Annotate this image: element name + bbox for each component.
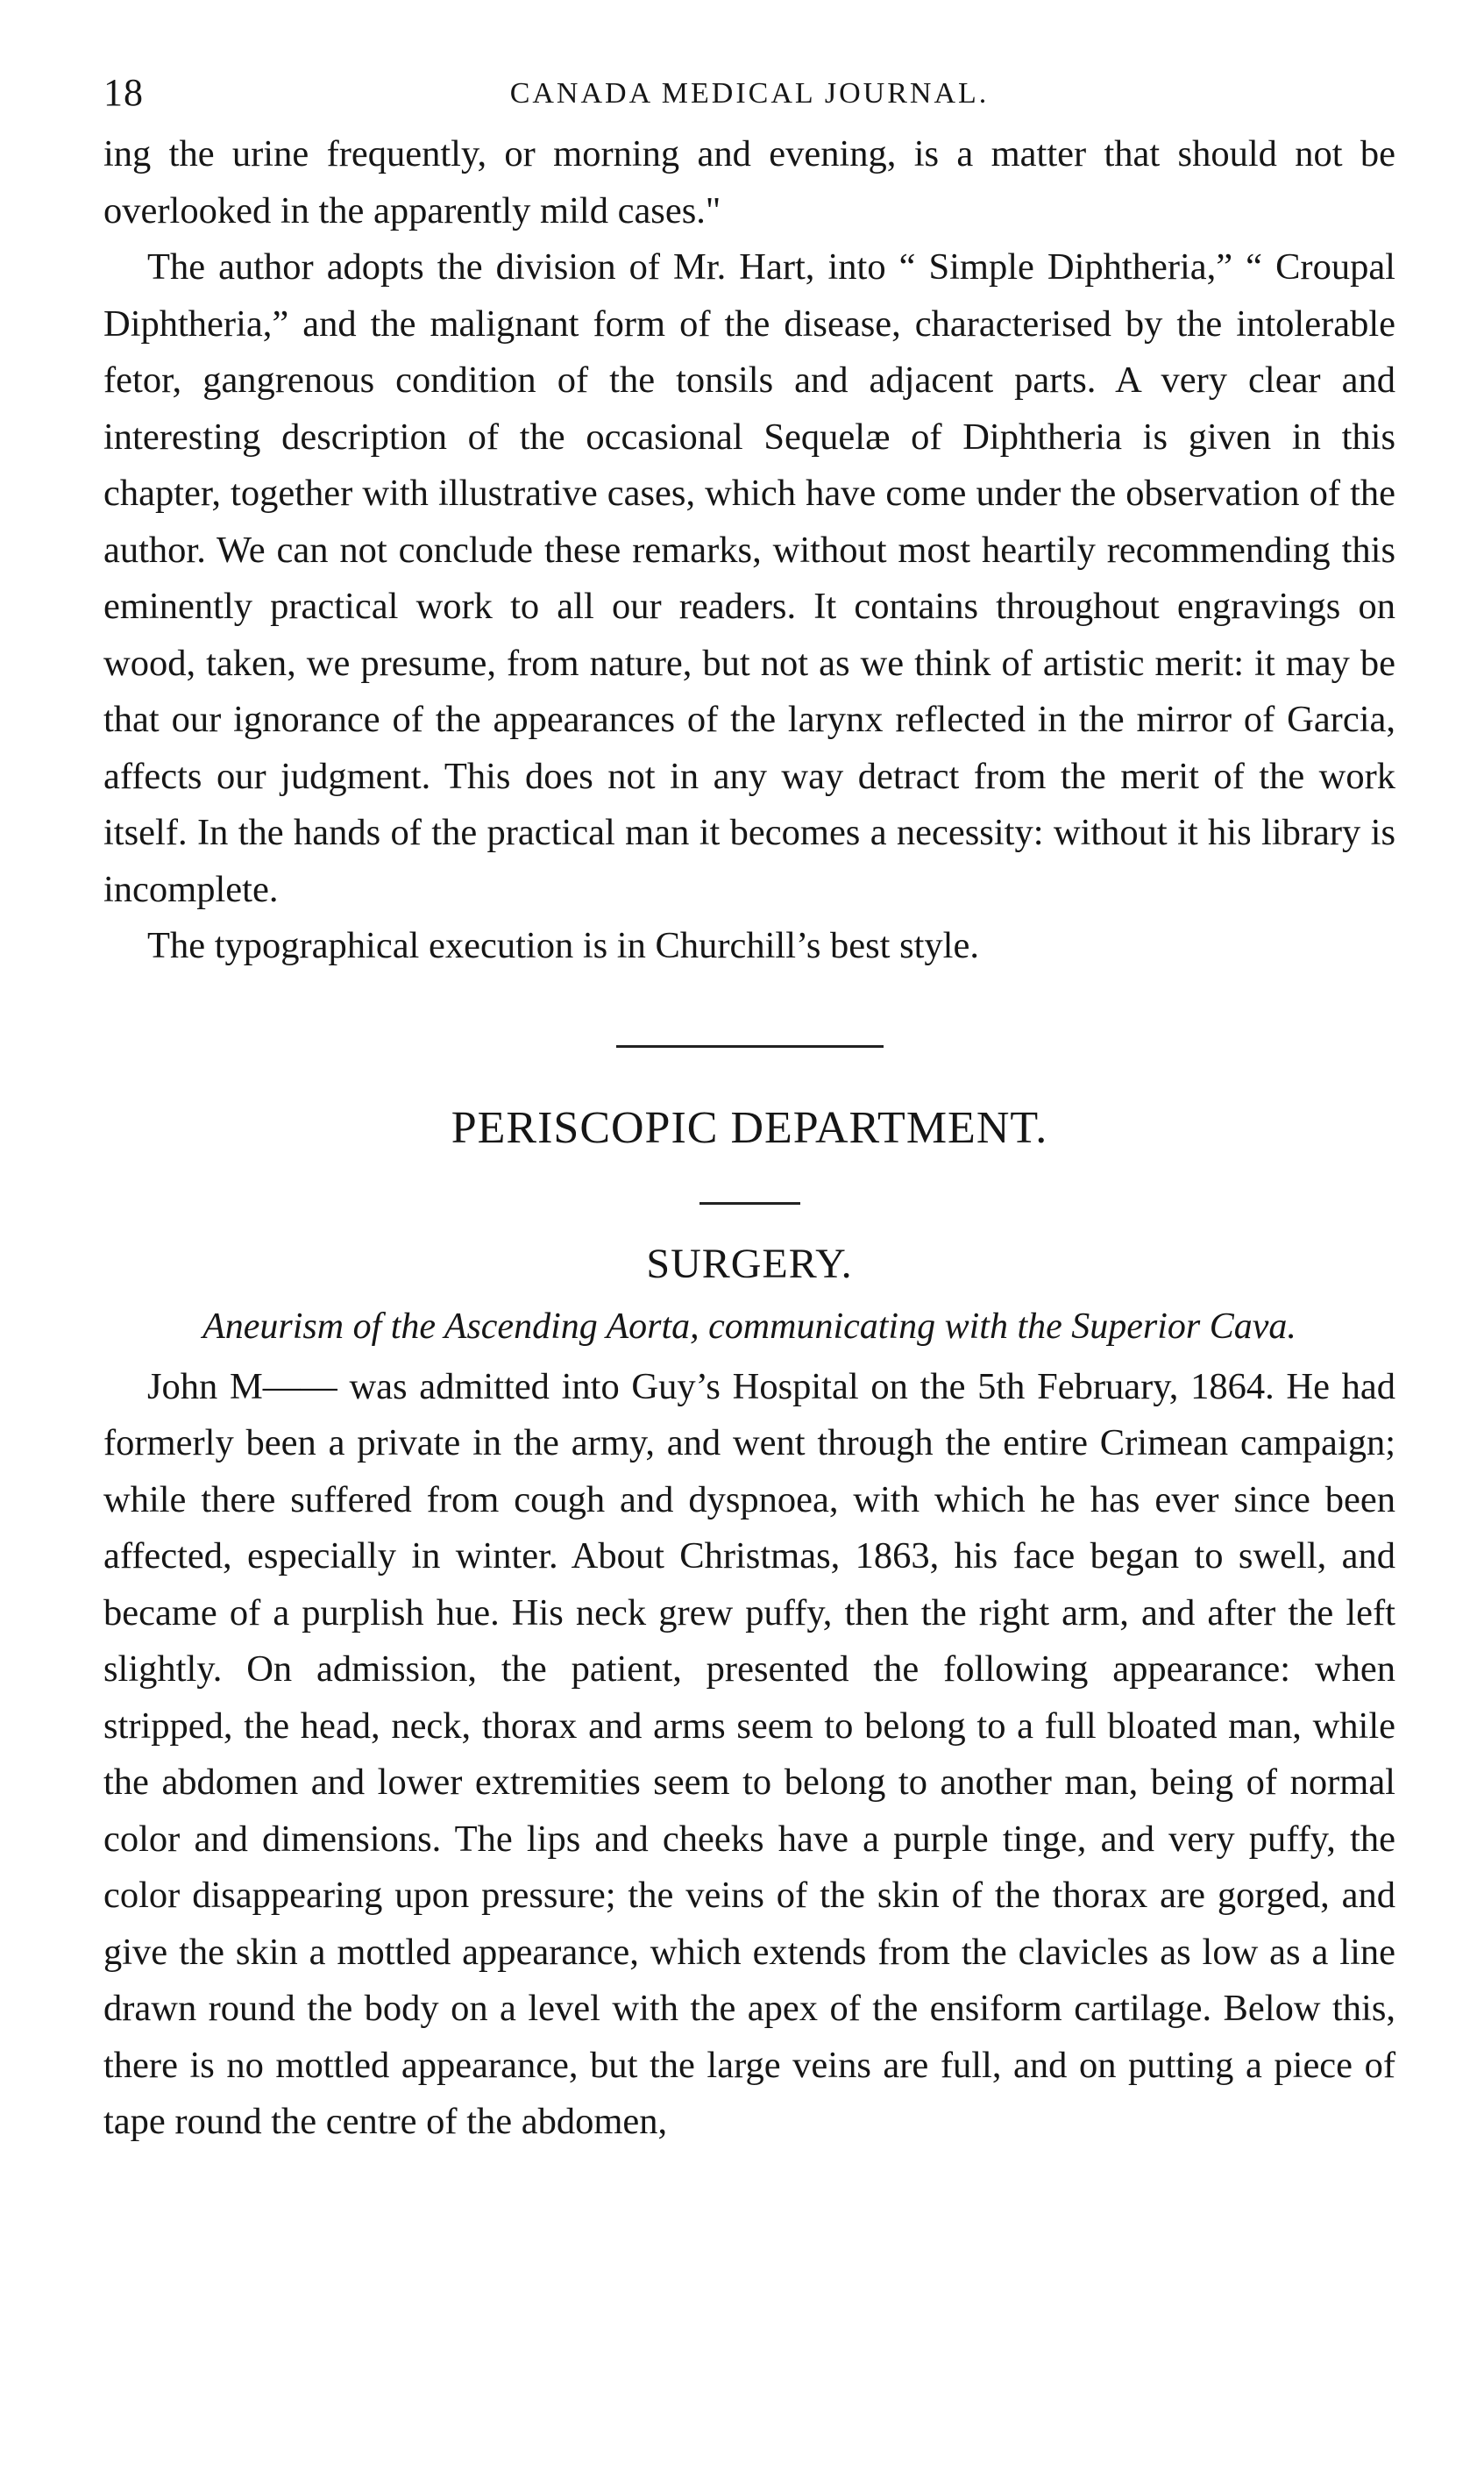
review-paragraph-typography: The typographical execution is in Churchill’s best style.: [147, 925, 979, 966]
section-title: PERISCOPIC DEPARTMENT.: [451, 1102, 1048, 1153]
review-paragraph-continued: ing the urine frequently, or morning and evening, is a matter that should not be overlooked in the apparently mild cases.": [103, 133, 1395, 231]
section-divider-rule: [616, 1045, 884, 1048]
case-paragraph: John M—— was admitted into Guy’s Hospital on the 5th February, 1864. He had formerly been a private in the army, and went through the entire Crimean campaign; while there suffered from cough and dyspnoea, with which he has ever since been affected, especially in winter. About Christmas, 1863, his face began to swell, and became of a purplish hue. His neck grew puffy, then the right arm, and after the left slightly. On admission, the patient, presented the following appearance: when stripped, the head, neck, thorax and arms seem to belong to a full bloated man, while the abdomen and lower extremities seem to belong to another man, being of normal color and dimensions. The lips and cheeks have a purple tinge, and very puffy, the color disappearing upon pressure; the veins of the skin of the thorax are gorged, and give the skin a mottled appearance, which extends from the clavicles as low as a line drawn round the body on a level with the apex of the ensiform cartilage. Below this, there is no mottled appearance, but the large veins are full, and on putting a piece of tape round the centre of the abdomen,: [103, 1365, 1395, 2142]
page-header: [103, 61, 1395, 126]
subsection-title: SURGERY.: [646, 1240, 853, 1287]
short-divider-rule: [699, 1202, 800, 1205]
review-section: [103, 126, 1395, 975]
review-paragraph-author-division: The author adopts the division of Mr. Hart, into “ Simple Diphtheria,” “ Croupal Diphtheria,” and the malignant form of the disease, characterised by the intolerable fetor, gangrenous condition of the tonsils and adjacent parts. A very clear and interesting description of the occasional Sequelæ of Diphtheria is given in this chapter, together with illustrative cases, which have come under the observation of the author. We can not conclude these remarks, without most heartily recommending this eminently practical work to all our readers. It contains throughout engravings on wood, taken, we presume, from nature, but not as we think of artistic merit: it may be that our ignorance of the appearances of the larynx reflected in the mirror of Garcia, affects our judgment. This does not in any way detract from the merit of the work itself. In the hands of the practical man it becomes a necessity: without it his library is incomplete.: [103, 246, 1395, 910]
running-head: CANADA MEDICAL JOURNAL.: [509, 77, 990, 110]
page-number: 18: [103, 71, 144, 114]
article-title: Aneurism of the Ascending Aorta, communicating with the Superior Cava.: [202, 1306, 1296, 1347]
journal-page: [103, 61, 1395, 2429]
case-report: [103, 1359, 1395, 2151]
